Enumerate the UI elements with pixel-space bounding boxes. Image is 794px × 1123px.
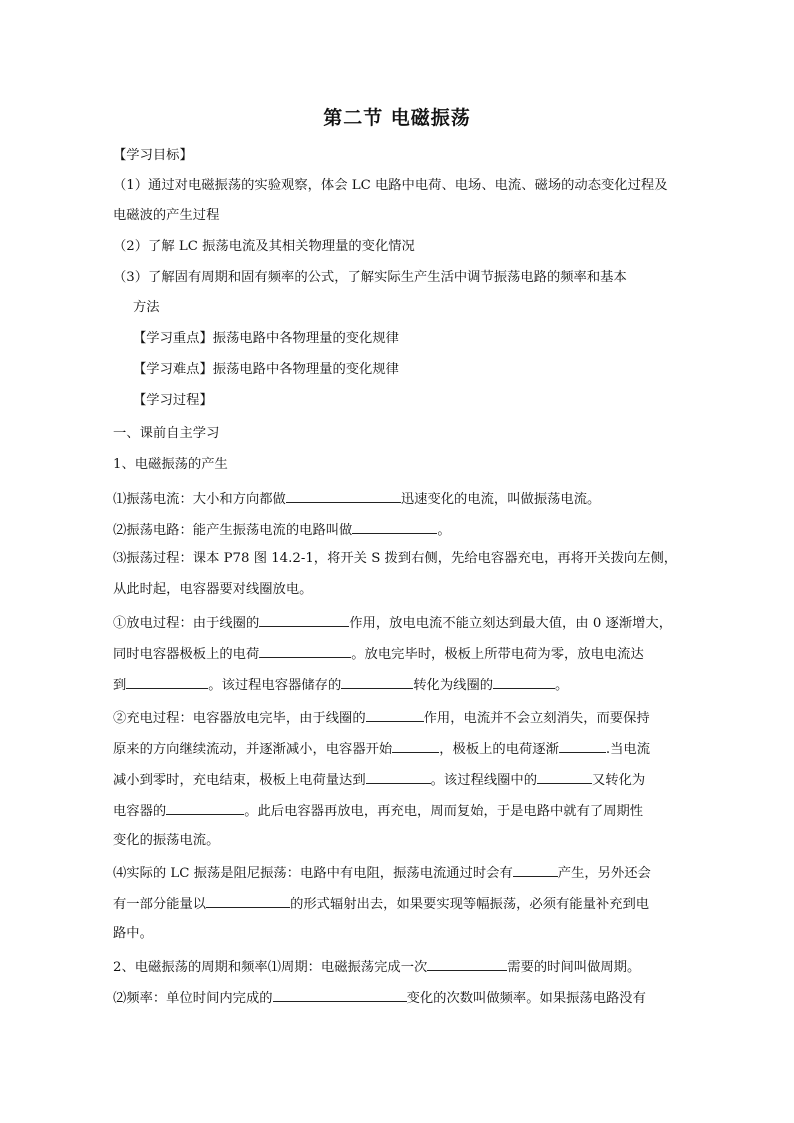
fill-in-blank[interactable] [366, 707, 424, 722]
discharge-text-h: 。 [555, 678, 569, 693]
discharge-text-a: ①放电过程：由于线圈的 [113, 616, 260, 631]
subsection-2-text-a: 2、电磁振荡的周期和频率⑴周期：电磁振荡完成一次 [113, 960, 428, 975]
fill-in-blank[interactable] [366, 769, 431, 784]
question-2-text-a: ⑵振荡电路：能产生振荡电流的电路叫做 [113, 523, 353, 538]
subsection-1-heading: 1、电磁振荡的产生 [113, 457, 228, 472]
goal-3-line-2: 方法 [133, 300, 160, 315]
charge-text-f: 减小到零时，充电结束，极板上电荷量达到 [113, 773, 366, 788]
question-2-text-b: 。 [437, 523, 451, 538]
question-4-text-a: ⑷实际的 LC 振荡是阻尼振荡：电路中有电阻，振荡电流通过时会有 [113, 866, 513, 881]
charge-line-1 [113, 707, 650, 729]
charge-text-i: 电容器的 [113, 804, 167, 819]
process-heading: 【学习过程】 [133, 393, 213, 408]
page-title: 第二节 电磁振荡 [323, 107, 471, 129]
goal-1-line-1: （1）通过对电磁振荡的实验观察，体会 LC 电路中电荷、电场、电流、磁场的动态变化过程及 [113, 178, 668, 193]
charge-line-2 [113, 738, 650, 760]
charge-line-3 [113, 769, 645, 791]
question-4-text-b: 产生，另外还会 [557, 866, 651, 881]
question-4-line-2 [113, 893, 649, 915]
charge-line-4 [113, 800, 643, 822]
frequency-line [113, 987, 646, 1009]
fill-in-blank[interactable] [559, 738, 606, 753]
question-2 [113, 519, 451, 541]
fill-in-blank[interactable] [341, 674, 413, 689]
charge-text-c: 原来的方向继续流动，并逐渐减小，电容器开始 [113, 742, 393, 757]
fill-in-blank[interactable] [513, 862, 558, 877]
charge-text-g: 。该过程线圈中的 [430, 773, 538, 788]
question-1 [113, 488, 600, 510]
discharge-text-b: 作用，放电电流不能立刻达到最大值，由 0 逐渐增大， [349, 616, 673, 631]
goal-3-line-1: （3）了解固有周期和固有频率的公式，了解实际生产生活中调节振荡电路的频率和基本 [113, 270, 627, 285]
question-4-line-1 [113, 862, 651, 884]
difficulty: 【学习难点】振荡电路中各物理量的变化规律 [133, 362, 399, 377]
charge-text-a: ②充电过程：电容器放电完毕，由于线圈的 [113, 711, 366, 726]
fill-in-blank[interactable] [166, 800, 244, 815]
section-1-heading: 一、课前自主学习 [113, 426, 220, 441]
question-3-line-1: ⑶振荡过程：课本 P78 图 14.2-1，将开关 S 拨到右侧，先给电容器充电，再将开关拨向左侧， [113, 551, 678, 566]
question-1-text-a: ⑴振荡电流：大小和方向都做 [113, 492, 286, 507]
goal-1-line-2: 电磁波的产生过程 [113, 208, 220, 223]
charge-text-j: 。此后电容器再放电，再充电，周而复始，于是电路中就有了周期性 [244, 804, 644, 819]
charge-text-e: .当电流 [605, 742, 651, 757]
charge-text-h: 又转化为 [592, 773, 646, 788]
fill-in-blank[interactable] [259, 643, 351, 658]
goal-2: （2）了解 LC 振荡电流及其相关物理量的变化情况 [113, 239, 415, 254]
charge-text-d: ，极板上的电荷逐渐 [439, 742, 559, 757]
goals-heading: 【学习目标】 [113, 148, 193, 163]
question-4-line-3: 路中。 [113, 926, 153, 941]
fill-in-blank[interactable] [392, 738, 439, 753]
fill-in-blank[interactable] [537, 769, 592, 784]
question-3-line-2: 从此时起，电容器要对线圈放电。 [113, 582, 313, 597]
question-4-text-d: 的形式辐射出去，如果要实现等幅振荡，必须有能量补充到电 [290, 897, 650, 912]
discharge-text-g: 转化为线圈的 [413, 678, 494, 693]
frequency-text-b: 变化的次数叫做频率。如果振荡电路没有 [406, 991, 646, 1006]
frequency-text-a: ⑵频率：单位时间内完成的 [113, 991, 273, 1006]
fill-in-blank[interactable] [352, 519, 437, 534]
discharge-text-e: 到 [113, 678, 127, 693]
fill-in-blank[interactable] [126, 674, 208, 689]
charge-line-5: 变化的振荡电流。 [113, 833, 220, 848]
discharge-text-f: 。该过程电容器储存的 [208, 678, 342, 693]
discharge-line-2 [113, 643, 644, 665]
question-4-text-c: 有一部分能量以 [113, 897, 207, 912]
discharge-text-c: 同时电容器极板上的电荷 [113, 647, 260, 662]
subsection-2-line [113, 956, 640, 978]
question-1-text-b: 迅速变化的电流，叫做振荡电流。 [400, 492, 601, 507]
key-point: 【学习重点】振荡电路中各物理量的变化规律 [133, 331, 399, 346]
discharge-line-1 [113, 612, 672, 634]
fill-in-blank[interactable] [273, 987, 407, 1002]
fill-in-blank[interactable] [206, 893, 290, 908]
fill-in-blank[interactable] [286, 488, 401, 503]
fill-in-blank[interactable] [427, 956, 507, 971]
fill-in-blank[interactable] [493, 674, 555, 689]
discharge-text-d: 。放电完毕时，极板上所带电荷为零，放电电流达 [351, 647, 644, 662]
charge-text-b: 作用，电流并不会立刻消失，而要保持 [423, 711, 650, 726]
discharge-line-3 [113, 674, 568, 696]
fill-in-blank[interactable] [259, 612, 349, 627]
subsection-2-text-b: 需要的时间叫做周期。 [507, 960, 641, 975]
